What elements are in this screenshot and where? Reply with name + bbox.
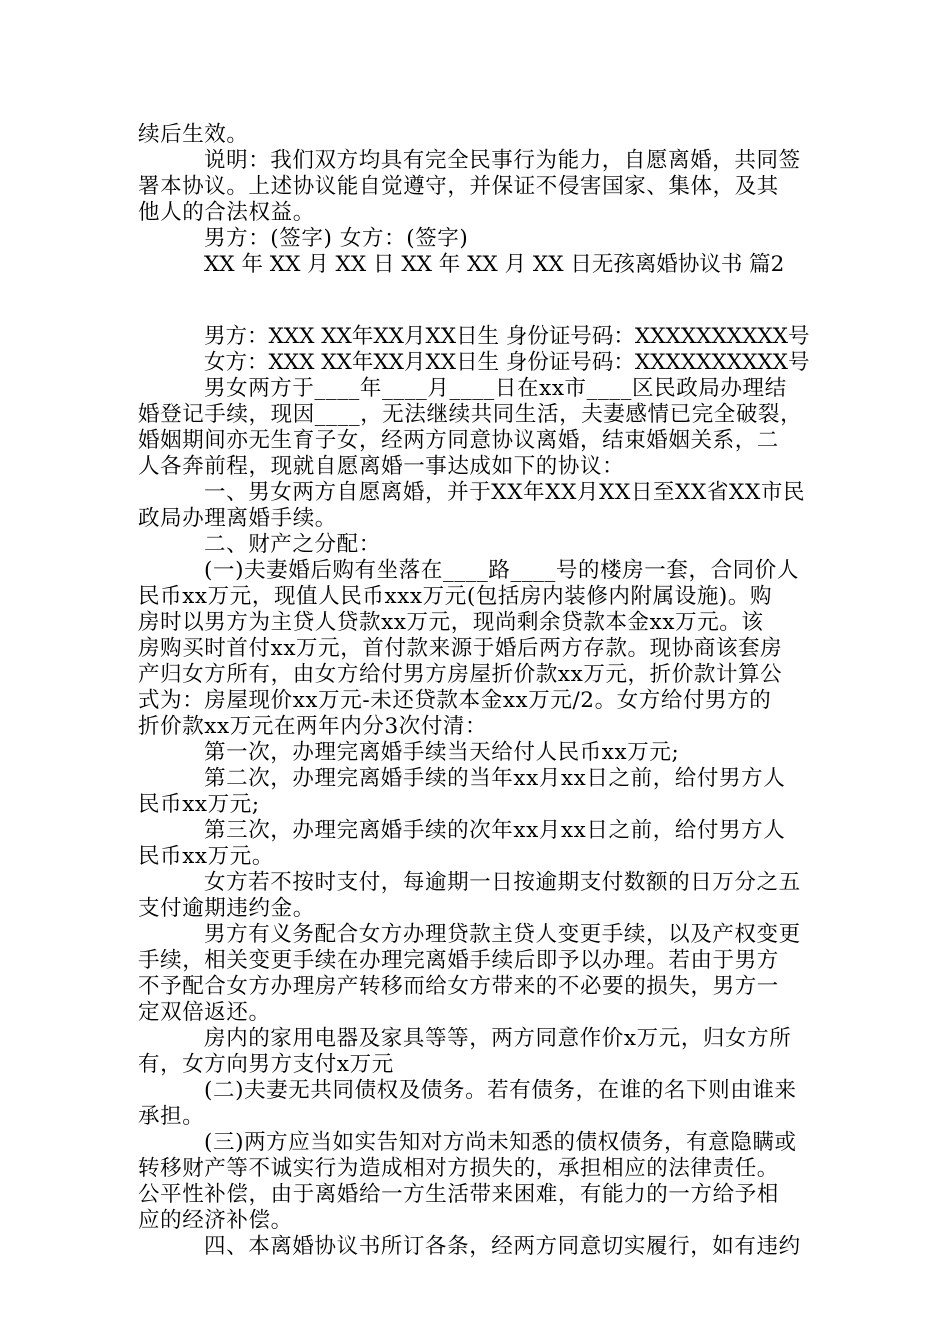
text-line: 女方：XXX XX年XX月XX日生 身份证号码：XXXXXXXXXX号: [204, 350, 810, 375]
text-line: 有，女方向男方支付x万元: [138, 1052, 394, 1077]
text-line: 第二次，办理完离婚手续的当年xx月xx日之前，给付男方人: [204, 766, 786, 791]
text-line: 人各奔前程，现就自愿离婚一事达成如下的协议：: [138, 454, 625, 479]
text-line: 民币xx万元;: [138, 792, 260, 817]
text-line: 第三次，办理完离婚手续的次年xx月xx日之前，给付男方人: [204, 818, 786, 843]
text-line: 续后生效。: [138, 122, 249, 147]
text-line: 手续，相关变更手续在办理完离婚手续后即予以办理。若由于男方: [138, 948, 779, 973]
text-line: 男方：XXX XX年XX月XX日生 身份证号码：XXXXXXXXXX号: [204, 324, 810, 349]
text-line: 说明：我们双方均具有完全民事行为能力，自愿离婚，共同签: [204, 148, 801, 173]
text-line: 产归女方所有，由女方给付男方房屋折价款xx万元，折价款计算公: [138, 662, 783, 687]
text-line: 定双倍返还。: [138, 1000, 271, 1025]
text-line: 一、男女两方自愿离婚，并于XX年XX月XX日至XX省XX市民: [204, 480, 806, 505]
text-line: 不予配合女方办理房产转移而给女方带来的不必要的损失，男方一: [138, 974, 779, 999]
text-line: 男女两方于____年____月____日在xx市____区民政局办理结: [204, 376, 787, 401]
text-line: 署本协议。上述协议能自觉遵守，并保证不侵害国家、集体，及其: [138, 174, 779, 199]
text-line: 四、本离婚协议书所订各条，经两方同意切实履行，如有违约: [204, 1234, 801, 1259]
text-line: 婚登记手续，现因____，无法继续共同生活，夫妻感情已完全破裂，: [138, 402, 803, 427]
text-line: 房内的家用电器及家具等等，两方同意作价x万元，归女方所: [204, 1026, 792, 1051]
text-line: 婚姻期间亦无生育子女，经两方同意协议离婚，结束婚姻关系，二: [138, 428, 779, 453]
text-line: 应的经济补偿。: [138, 1208, 293, 1233]
text-line: 民币xx万元。: [138, 844, 274, 869]
text-line: (三)两方应当如实告知对方尚未知悉的债权债务，有意隐瞒或: [204, 1130, 797, 1155]
text-line: 房购买时首付xx万元，首付款来源于婚后两方存款。现协商该套房: [138, 636, 783, 661]
text-line: 男方：(签字) 女方：(签字): [204, 226, 469, 251]
text-line: 式为：房屋现价xx万元-未还贷款本金xx万元/2。女方给付男方的: [138, 688, 772, 713]
text-line: 女方若不按时支付，每逾期一日按逾期支付数额的日万分之五: [204, 870, 801, 895]
text-line: 承担。: [138, 1104, 205, 1129]
text-line: XX 年 XX 月 XX 日 XX 年 XX 月 XX 日无孩离婚协议书 篇2: [204, 252, 785, 277]
text-line: 转移财产等不诚实行为造成相对方损失的，承担相应的法律责任。: [138, 1156, 779, 1181]
text-line: 他人的合法权益。: [138, 200, 315, 225]
text-line: 支付逾期违约金。: [138, 896, 315, 921]
text-line: 房时以男方为主贷人贷款xx万元，现尚剩余贷款本金xx万元。该: [138, 610, 764, 635]
text-line: 第一次，办理完离婚手续当天给付人民币xx万元;: [204, 740, 680, 765]
text-line: (二)夫妻无共同债权及债务。若有债务，在谁的名下则由谁来: [204, 1078, 797, 1103]
text-line: 公平性补偿，由于离婚给一方生活带来困难，有能力的一方给予相: [138, 1182, 779, 1207]
text-line: (一)夫妻婚后购有坐落在____路____号的楼房一套，合同价人: [204, 558, 799, 583]
text-line: 男方有义务配合女方办理贷款主贷人变更手续，以及产权变更: [204, 922, 801, 947]
text-line: 折价款xx万元在两年内分3次付清：: [138, 714, 488, 739]
text-line: 二、财产之分配：: [204, 532, 381, 557]
text-line: 政局办理离婚手续。: [138, 506, 337, 531]
text-line: 民币xx万元，现值人民币xxx万元(包括房内装修内附属设施)。购: [138, 584, 773, 609]
